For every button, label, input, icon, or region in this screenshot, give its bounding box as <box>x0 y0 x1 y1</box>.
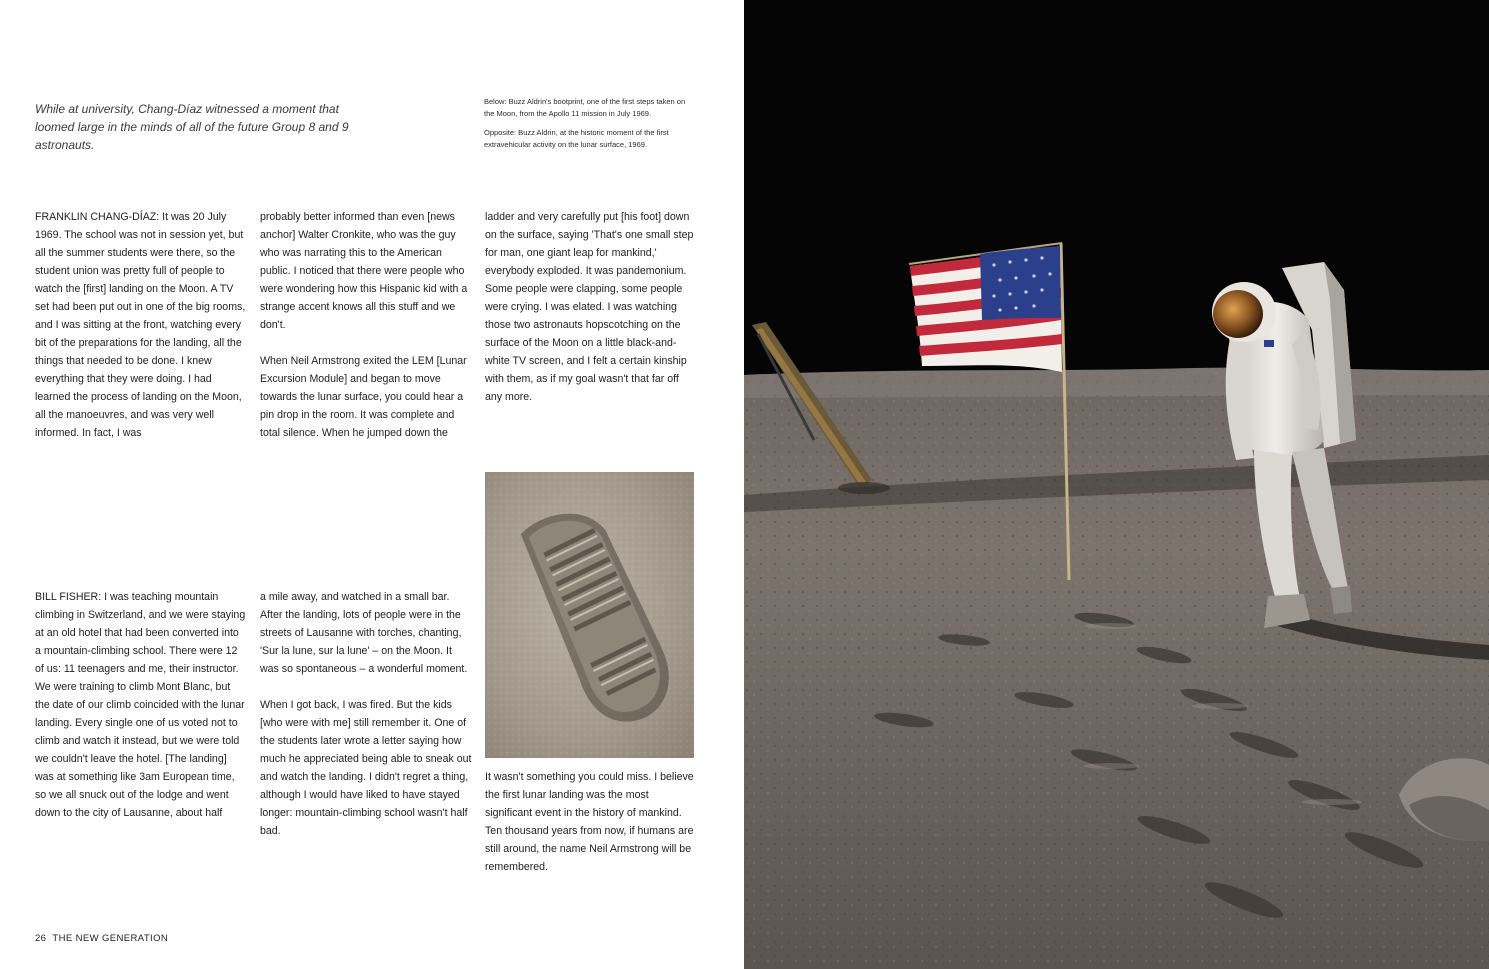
fisher-column-3 <box>485 768 697 894</box>
page-number: 26 <box>35 933 47 944</box>
fisher-column-2 <box>260 588 472 858</box>
franklin-text-3: When Neil Armstrong exited the LEM [Lunar Excursion Module] and began to move towards the lunar surface, you could hear a pin drop in the room. It was complete and total silence. When he jumped down the <box>260 355 467 439</box>
right-page <box>744 0 1489 969</box>
franklin-column-2 <box>260 208 472 460</box>
section-title: THE NEW GENERATION <box>52 933 169 944</box>
left-page <box>0 0 744 969</box>
bootprint-photo <box>485 472 694 758</box>
page-folio <box>35 933 168 944</box>
moon-flag-photo <box>744 0 1489 969</box>
fisher-text-1: BILL FISHER: I was teaching mountain climbing in Switzerland, and we were staying at an old hotel that had been converted into a mountain-climbing school. There were 12 of us: 11 teenagers and me, their instructor. We were training to climb Mont Blanc, but the date of our climb coincided with the lunar landing. Every single one of us voted not to climb and watch it instead, but we were told we couldn't leave the hotel. [The landing] was at something like 3am European time, so we all snuck out of the lodge and went down to the city of Lausanne, about half <box>35 591 246 819</box>
caption-opposite: Opposite: Buzz Aldrin, at the historic moment of the first extravehicular activity on the lunar surface, 1969. <box>484 128 669 149</box>
fisher-text-4: It wasn't something you could miss. I believe the first lunar landing was the most significant event in the history of mankind. Ten thousand years from now, if humans are still around, the name Neil Armstrong will be remembered. <box>485 771 694 873</box>
fisher-text-2: a mile away, and watched in a small bar. After the landing, lots of people were in the streets of Lausanne with torches, chanting, 'Sur la lune, sur la lune' – on the Moon. It was so spontaneous – a wonderful moment. <box>260 591 468 675</box>
caption-below: Below: Buzz Aldrin's bootprint, one of the first steps taken on the Moon, from the Apollo 11 mission in July 1969. <box>484 97 686 118</box>
fisher-column-1 <box>35 588 247 840</box>
intro-text: While at university, Chang-Díaz witnessed a moment that loomed large in the minds of all of the future Group 8 and 9 astronauts. <box>35 102 349 152</box>
franklin-column-1 <box>35 208 247 460</box>
franklin-text-1: FRANKLIN CHANG-DÍAZ: It was 20 July 1969. The school was not in session yet, but all the summer students were there, so the student union was pretty full of people to watch the [first] landing on the Moon. A TV set had been put out in one of the big rooms, and I was sitting at the front, watching every bit of the preparations for the landing, all the things that needed to be done. I knew everything that they were doing. I had learned the process of landing on the Moon, all the manoeuvres, and was very well informed. In fact, I was <box>35 211 246 439</box>
franklin-text-4: ladder and very carefully put [his foot] down on the surface, saying 'That's one small step for man, one giant leap for mankind,' everybody exploded. It was pandemonium. Some people were clapping, some people were crying. I was elated. I was watching those two astronauts hopscotching on the surface of the Moon on a little black-and-white TV screen, and I felt a certain kinship with them, as if my goal wasn't that far off any more. <box>485 211 694 403</box>
franklin-column-3 <box>485 208 697 424</box>
fisher-text-3: When I got back, I was fired. But the kids [who were with me] still remember it. One of the students later wrote a letter saying how much he appreciated being able to sneak out and watch the landing. I didn't regret a thing, although I would have liked to have stayed longer: mountain-climbing school wasn't half bad. <box>260 699 472 837</box>
photo-captions <box>484 96 696 158</box>
franklin-text-2: probably better informed than even [news anchor] Walter Cronkite, who was the guy who was narrating this to the American public. I noticed that there were people who were wondering how this Hispanic kid with a strange accent knows all this stuff and we don't. <box>260 211 468 331</box>
